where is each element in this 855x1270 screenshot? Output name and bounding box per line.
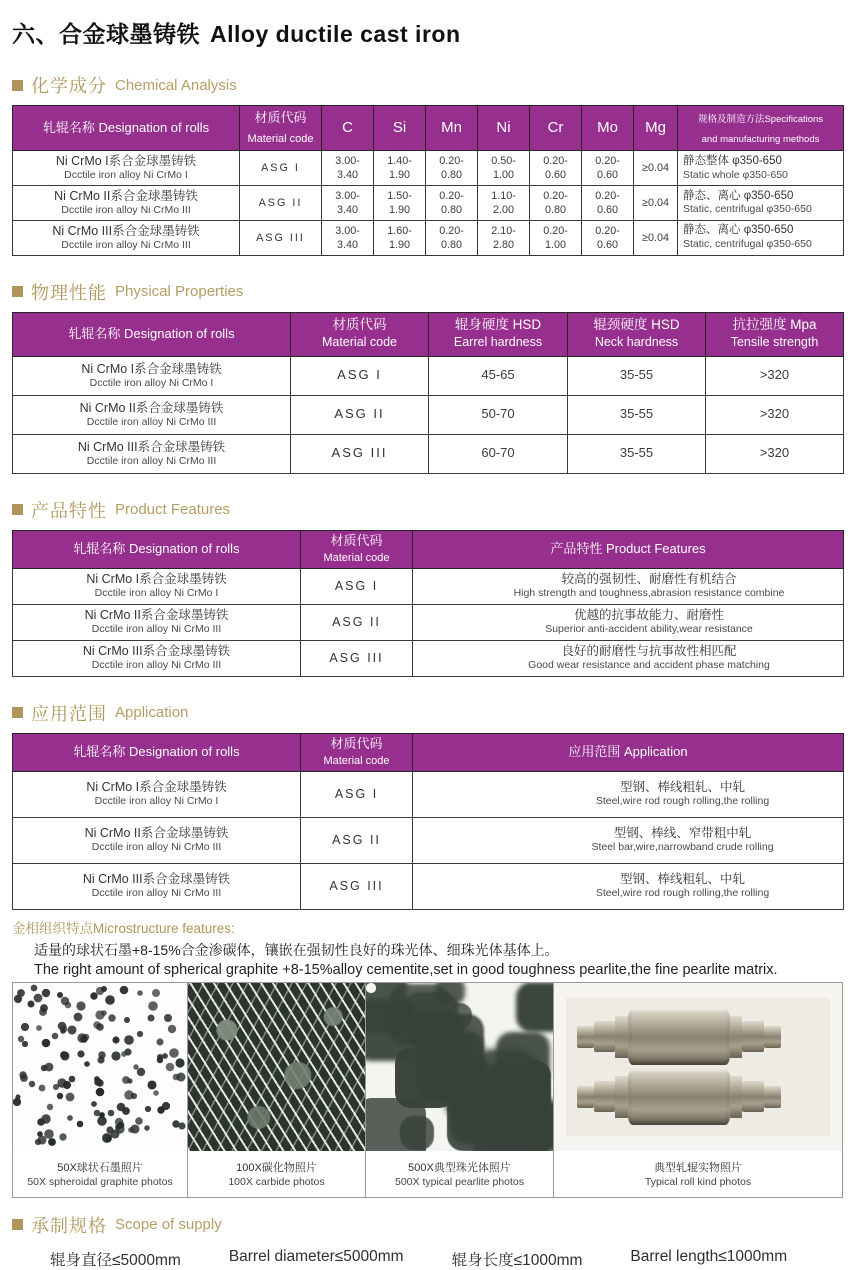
graphite-micrograph-image: [13, 983, 187, 1151]
roll-neck: [577, 1026, 594, 1048]
supply-spec-item: Barrel diameter≤5000mm: [228, 1247, 404, 1265]
table-row: [13, 604, 844, 640]
application-desc-cell: 型钢、棒线粗轧、中轧 Steel,wire rod rough rolling,the rolling: [413, 863, 844, 909]
value-cell-mn: 0.20-0.80: [426, 185, 478, 220]
neck-hardness-cell: 35-55: [568, 356, 706, 395]
value-cell-ni: 0.50-1.00: [478, 151, 530, 186]
microstructure-desc-en: The right amount of spherical graphite +8-15%alloy cementite,set in good toughness pearlite,the fine pearlite matrix.: [34, 961, 778, 978]
supply-spec-line: [12, 1248, 843, 1270]
page-title-en: Alloy ductile cast iron: [210, 21, 461, 47]
col-header-element-cr: Cr: [530, 106, 582, 151]
material-code-cell: ASG III: [291, 434, 429, 473]
feature-desc-cell: 优越的抗事故能力、耐磨性 Superior anti-accident ability,wear resistance: [413, 604, 844, 640]
value-cell-c: 3.00-3.40: [322, 151, 374, 186]
pearlite-micrograph-image: [366, 983, 553, 1151]
roll-neck: [742, 1081, 764, 1112]
spec-cell: 静态、离心 φ350-650 Static, centrifugal φ350-650: [678, 220, 844, 255]
tensile-strength-cell: >320: [706, 434, 844, 473]
col-header-designation: 轧辊名称 Designation of rolls: [13, 733, 301, 771]
table-header-row: [13, 530, 844, 568]
material-code-cell: ASG III: [240, 220, 322, 255]
micrograph-caption: 100X碳化物照片 100X carbide photos: [188, 1151, 365, 1197]
section-heading-chemical: [12, 72, 843, 98]
material-code-cell: ASG I: [301, 771, 413, 817]
col-header-element-mn: Mn: [426, 106, 478, 151]
micrograph-cell-rolls: [554, 983, 842, 1197]
roll-neck: [577, 1086, 594, 1108]
section-heading-features: [12, 497, 843, 523]
table-row: [13, 640, 844, 676]
roll-barrel: [628, 1069, 730, 1125]
section-heading-zh: 产品特性: [31, 500, 107, 521]
material-code-cell: ASG III: [301, 640, 413, 676]
col-header-element-si: Si: [374, 106, 426, 151]
roll-shoulder: [730, 1016, 742, 1058]
roll-neck: [764, 1026, 781, 1048]
roll-designation-cell: Ni CrMo II系合金球墨铸铁 Dcctile iron alloy Ni CrMo III: [13, 817, 301, 863]
roll-neck: [594, 1081, 616, 1112]
roll-designation-cell: Ni CrMo I系合金球墨铸铁 Dcctile iron alloy Ni CrMo I: [13, 771, 301, 817]
material-code-cell: ASG II: [301, 604, 413, 640]
col-header-designation: 轧辊名称 Designation of rolls: [13, 106, 240, 151]
section-heading-physical: [12, 279, 843, 305]
section-heading-zh: 物理性能: [31, 282, 107, 303]
col-header-element-mo: Mo: [582, 106, 634, 151]
roll-designation-cell: Ni CrMo III系合金球墨铸铁 Dcctile iron alloy Ni CrMo III: [13, 434, 291, 473]
barrel-hardness-cell: 45-65: [429, 356, 568, 395]
table-row: [13, 568, 844, 604]
table-row: [13, 151, 844, 186]
table-row: [13, 185, 844, 220]
microstructure-heading: 金相组织特点Microstructure features:: [12, 920, 235, 936]
table-header-row: [13, 312, 844, 356]
section-bullet-icon: [12, 707, 23, 718]
application-table: [12, 733, 844, 910]
tensile-strength-cell: >320: [706, 356, 844, 395]
value-cell-mn: 0.20-0.80: [426, 220, 478, 255]
value-cell-mo: 0.20-0.60: [582, 220, 634, 255]
table-row: [13, 863, 844, 909]
carbide-micrograph-image: [188, 983, 365, 1151]
section-heading-supply: [12, 1212, 843, 1238]
feature-desc-cell: 良好的耐磨性与抗事故性相匹配 Good wear resistance and accident phase matching: [413, 640, 844, 676]
col-header-material-code: 材质代码 Material code: [301, 530, 413, 568]
material-code-cell: ASG II: [240, 185, 322, 220]
roll-designation-cell: Ni CrMo III系合金球墨铸铁 Dcctile iron alloy Ni CrMo III: [13, 863, 301, 909]
micrograph-strip: [12, 982, 843, 1198]
micrograph-cell-pearlite: [366, 983, 554, 1197]
pearlite-blobs-texture: [366, 983, 376, 993]
application-desc-cell: 型钢、棒线粗轧、中轧 Steel,wire rod rough rolling,the rolling: [413, 771, 844, 817]
micrograph-caption: 典型轧辊实物照片 Typical roll kind photos: [554, 1151, 842, 1197]
value-cell-cr: 0.20-1.00: [530, 220, 582, 255]
roll-designation-cell: Ni CrMo I系合金球墨铸铁 Dcctile iron alloy Ni CrMo I: [13, 356, 291, 395]
value-cell-c: 3.00-3.40: [322, 220, 374, 255]
roll-shoulder: [615, 1076, 627, 1118]
roll-designation-cell: Ni CrMo III系合金球墨铸铁 Dcctile iron alloy Ni CrMo III: [13, 640, 301, 676]
material-code-cell: ASG III: [301, 863, 413, 909]
micrograph-cell-graphite: [13, 983, 188, 1197]
spec-cell: 静态、离心 φ350-650 Static, centrifugal φ350-650: [678, 185, 844, 220]
roll-photo-image: [554, 983, 842, 1151]
microstructure-desc-zh: 适量的球状石墨+8-15%合金渗碳体，镶嵌在强韧性良好的珠光体、细珠光体基体上。: [34, 941, 559, 958]
col-header-specifications: 规格及制造方法Specifications and manufacturing methods: [678, 106, 844, 151]
application-desc-cell: 型钢、棒线、窄带粗中轧 Steel bar,wire,narrowband crude rolling: [413, 817, 844, 863]
table-header-row: [13, 733, 844, 771]
barrel-hardness-cell: 50-70: [429, 395, 568, 434]
roll-barrel: [628, 1009, 730, 1065]
section-heading-en: Scope of supply: [115, 1216, 222, 1234]
section-heading-en: Application: [115, 704, 189, 722]
roll-neck: [764, 1086, 781, 1108]
value-cell-si: 1.50-1.90: [374, 185, 426, 220]
col-header-neck-hardness: 辊颈硬度 HSD Neck hardness: [568, 312, 706, 356]
col-header-tensile-strength: 抗拉强度 Mpa Tensile strength: [706, 312, 844, 356]
product-features-table: [12, 530, 844, 677]
roll-designation-cell: Ni CrMo II系合金球墨铸铁 Dcctile iron alloy Ni CrMo III: [13, 185, 240, 220]
tensile-strength-cell: >320: [706, 395, 844, 434]
col-header-material-code: 材质代码 Material code: [291, 312, 429, 356]
value-cell-ni: 1.10-2.00: [478, 185, 530, 220]
material-code-cell: ASG I: [301, 568, 413, 604]
section-heading-zh: 化学成分: [31, 76, 107, 96]
value-cell-mg: ≥0.04: [634, 220, 678, 255]
supply-spec-item: 辊身直径≤5000mm: [50, 1251, 181, 1269]
value-cell-c: 3.00-3.40: [322, 185, 374, 220]
roll-neck: [742, 1021, 764, 1052]
feature-desc-cell: 较高的强韧性、耐磨性有机结合 High strength and toughness,abrasion resistance combine: [413, 568, 844, 604]
col-header-element-c: C: [322, 106, 374, 151]
roll-designation-cell: Ni CrMo III系合金球墨铸铁 Dcctile iron alloy Ni CrMo III: [13, 220, 240, 255]
material-code-cell: ASG I: [240, 151, 322, 186]
micrograph-caption: 500X典型珠光体照片 500X typical pearlite photos: [366, 1151, 553, 1197]
chemical-analysis-table: [12, 105, 844, 256]
neck-hardness-cell: 35-55: [568, 434, 706, 473]
page-title: [12, 16, 843, 49]
table-row: [13, 434, 844, 473]
roll-shoulder: [615, 1016, 627, 1058]
table-row: [13, 356, 844, 395]
supply-spec-item: Barrel length≤1000mm: [630, 1247, 788, 1265]
neck-hardness-cell: 35-55: [568, 395, 706, 434]
roll-designation-cell: Ni CrMo II系合金球墨铸铁 Dcctile iron alloy Ni CrMo III: [13, 395, 291, 434]
section-bullet-icon: [12, 286, 23, 297]
micrograph-cell-carbide: [188, 983, 366, 1197]
section-bullet-icon: [12, 80, 23, 91]
section-heading-zh: 应用范围: [31, 703, 107, 724]
col-header-application: 应用范围 Application: [413, 733, 844, 771]
table-header-row: [13, 106, 844, 151]
section-heading-zh: 承制规格: [31, 1215, 107, 1236]
section-heading-en: Chemical Analysis: [115, 76, 237, 94]
col-header-material-code: 材质代码 Material code: [240, 106, 322, 151]
roll-designation-cell: Ni CrMo I系合金球墨铸铁 Dcctile iron alloy Ni CrMo I: [13, 151, 240, 186]
col-header-barrel-hardness: 辊身硬度 HSD Earrel hardness: [429, 312, 568, 356]
material-code-cell: ASG II: [301, 817, 413, 863]
roll-photo-backdrop: [566, 998, 830, 1136]
microstructure-section: [12, 917, 843, 978]
table-row: [13, 395, 844, 434]
material-code-cell: ASG II: [291, 395, 429, 434]
roll-designation-cell: Ni CrMo II系合金球墨铸铁 Dcctile iron alloy Ni CrMo III: [13, 604, 301, 640]
section-heading-en: Product Features: [115, 501, 231, 519]
table-row: [13, 771, 844, 817]
spec-cell: 静态整体 φ350-650 Static whole φ350-650: [678, 151, 844, 186]
roll-neck: [594, 1021, 616, 1052]
section-heading-en: Physical Properties: [115, 283, 244, 301]
roll-shape: [577, 1068, 820, 1126]
col-header-material-code: 材质代码 Material code: [301, 733, 413, 771]
value-cell-mn: 0.20-0.80: [426, 151, 478, 186]
supply-spec-item: 辊身长度≤1000mm: [451, 1251, 583, 1269]
value-cell-si: 1.60-1.90: [374, 220, 426, 255]
roll-shape: [577, 1008, 820, 1066]
col-header-designation: 轧辊名称 Designation of rolls: [13, 312, 291, 356]
barrel-hardness-cell: 60-70: [429, 434, 568, 473]
value-cell-cr: 0.20-0.80: [530, 185, 582, 220]
value-cell-mg: ≥0.04: [634, 151, 678, 186]
graphite-dots-texture: [13, 983, 17, 987]
col-header-designation: 轧辊名称 Designation of rolls: [13, 530, 301, 568]
col-header-element-mg: Mg: [634, 106, 678, 151]
section-bullet-icon: [12, 1219, 23, 1230]
table-row: [13, 817, 844, 863]
roll-designation-cell: Ni CrMo I系合金球墨铸铁 Dcctile iron alloy Ni CrMo I: [13, 568, 301, 604]
value-cell-mg: ≥0.04: [634, 185, 678, 220]
col-header-product-features: 产品特性 Product Features: [413, 530, 844, 568]
value-cell-mo: 0.20-0.60: [582, 151, 634, 186]
value-cell-cr: 0.20-0.60: [530, 151, 582, 186]
col-header-element-ni: Ni: [478, 106, 530, 151]
page-title-zh: 六、合金球墨铸铁: [12, 21, 200, 47]
material-code-cell: ASG I: [291, 356, 429, 395]
micrograph-caption: 50X球状石墨照片 50X spheroidal graphite photos: [13, 1151, 187, 1197]
value-cell-mo: 0.20-0.60: [582, 185, 634, 220]
physical-properties-table: [12, 312, 844, 474]
section-heading-application: [12, 700, 843, 726]
value-cell-si: 1.40-1.90: [374, 151, 426, 186]
roll-shoulder: [730, 1076, 742, 1118]
table-row: [13, 220, 844, 255]
value-cell-ni: 2.10-2.80: [478, 220, 530, 255]
section-bullet-icon: [12, 504, 23, 515]
